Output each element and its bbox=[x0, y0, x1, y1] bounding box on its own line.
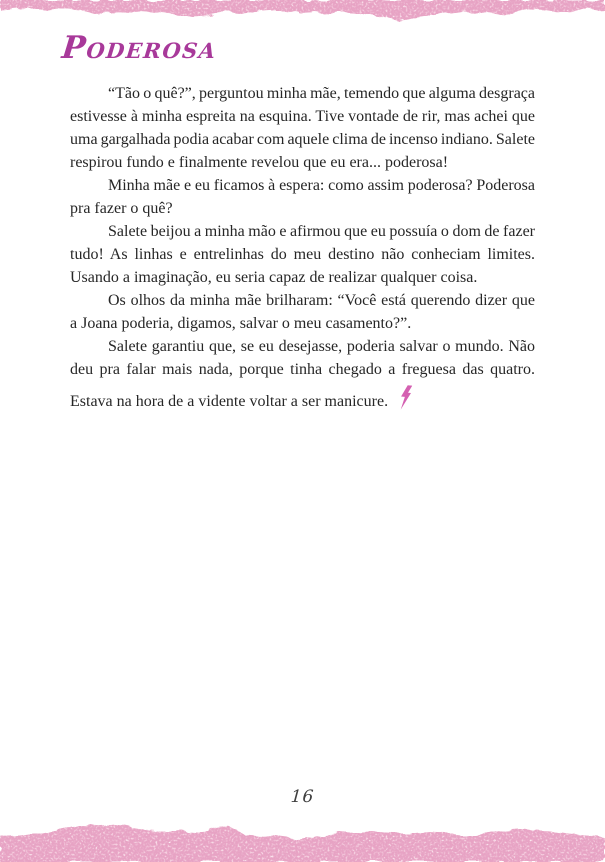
end-ornament-icon bbox=[399, 384, 413, 410]
text-line: pra fazer o quê? bbox=[70, 200, 173, 217]
text-line: Estava na hora de a vidente voltar a ser manicure. bbox=[70, 381, 535, 404]
text-line: deu pra falar mais nada, porque tinha chegado a freguesa das quatro. bbox=[70, 361, 535, 378]
top-decorative-band bbox=[0, 0, 605, 28]
text-line: uma gargalhada podia acabar com aquele clima de incenso indiano. Salete bbox=[70, 131, 535, 148]
text-line: estivesse à minha espreita na esquina. Tive vontade de rir, mas achei que bbox=[70, 108, 535, 125]
bottom-decorative-band bbox=[0, 820, 605, 862]
text-line: Salete beijou a minha mão e afirmou que eu possuía o dom de fazer bbox=[108, 223, 536, 240]
text-line: Os olhos da minha mãe brilharam: “Você está querendo dizer que bbox=[108, 292, 535, 309]
text-line: a Joana poderia, digamos, salvar o meu casamento?”. bbox=[70, 315, 412, 332]
text-line: “Tão o quê?”, perguntou minha mãe, temendo que alguma desgraça bbox=[108, 85, 535, 102]
text-line: Salete garantiu que, se eu desejasse, poderia salvar o mundo. Não bbox=[108, 338, 535, 355]
body-text bbox=[70, 82, 536, 410]
text-line: respirou fundo e finalmente revelou que eu era... poderosa! bbox=[70, 154, 449, 171]
text-line: tudo! As linhas e entrelinhas do meu destino não conheciam limites. bbox=[70, 246, 535, 263]
page-number: 16 bbox=[289, 787, 316, 807]
text-line: Usando a imaginação, eu seria capaz de realizar qualquer coisa. bbox=[70, 269, 478, 286]
chapter-title: PODEROSA bbox=[60, 30, 219, 66]
text-line: Minha mãe e eu ficamos à espera: como assim poderosa? Poderosa bbox=[108, 177, 535, 194]
